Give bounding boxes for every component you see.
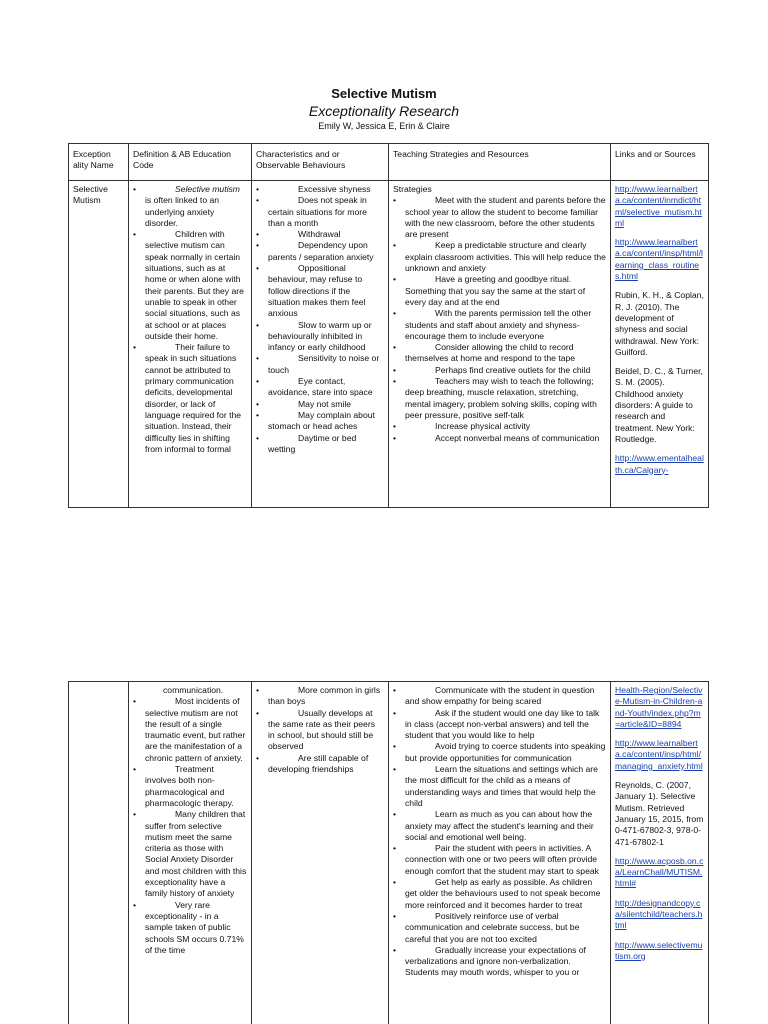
header-teaching: Teaching Strategies and Resources: [389, 144, 611, 181]
list-item: • More common in girls than boys: [256, 685, 384, 708]
list-item: • Slow to warm up or behaviourally inhibited in infancy or early childhood: [256, 320, 384, 354]
list-item: • Children with selective mutism can speak normally in certain situations, such as at home or when alone with their parents. But they are unable to speak in other social situations, such as at school or at places outside their home.: [133, 229, 247, 342]
list-item: • May complain about stomach or head aches: [256, 410, 384, 433]
list-item: • Have a greeting and goodbye ritual. Something that you say the same at the start of every day and at the end: [393, 274, 606, 308]
table-row: [69, 682, 709, 1024]
source-citation: Beidel, D. C., & Turner, S. M. (2005). Childhood anxiety disorders: A guide to research and treatment. New York: Routledge.: [615, 366, 703, 444]
source-citation: Rubin, K. H., & Coplan, R. J. (2010). The development of shyness and social withdrawal. New York: Guilford.: [615, 290, 704, 357]
characteristics-cell: [252, 181, 389, 508]
source-link[interactable]: http://www.selectivemutism.org: [615, 939, 703, 961]
list-item: • Eye contact, avoidance, stare into space: [256, 376, 384, 399]
teaching-cell: [389, 181, 611, 508]
list-item: • Selective mutism is often linked to an underlying anxiety disorder.: [133, 184, 247, 229]
list-item: • Dependency upon parents / separation anxiety: [256, 240, 384, 263]
research-table-1: [68, 143, 709, 508]
source-link[interactable]: http://www.acposb.on.ca/LearnChall/MUTISM.html#: [615, 855, 704, 889]
list-item: • Consider allowing the child to record themselves at home and respond to the tape: [393, 342, 606, 365]
list-item: • Teachers may wish to teach the following; deep breathing, muscle relaxation, stretching, mental imagery, problem solving skills, coping with peer pressure, positive self-talk: [393, 376, 606, 421]
list-item: • Their failure to speak in such situations cannot be attributed to primary communication deficits, developmental disorder, or lack of language required for the situation. Instead, their difficulty lies in shifting from informal to formal: [133, 342, 247, 455]
definition-cell: [129, 682, 252, 1024]
links-cell: [611, 682, 709, 1024]
definition-cell: [129, 181, 252, 508]
list-item: • Sensitivity to noise or touch: [256, 353, 384, 376]
list-item: • Gradually increase your expectations of verbalizations and ignore non-verbalization. Students may mouth words, whisper to you or: [393, 945, 606, 979]
page-authors: Emily W, Jessica E, Erin & Claire: [318, 121, 450, 131]
list-item: • Increase physical activity: [393, 421, 606, 432]
list-item: • Very rare exceptionality - in a sample taken of public schools SM occurs 0.71% of the time: [133, 900, 247, 956]
source-link[interactable]: http://www.learnalberta.ca/content/insp/html/learning_class_routines.html: [615, 237, 703, 282]
list-item: • Keep a predictable structure and clearly explain classroom activities. This will help reduce the unknown and anxiety: [393, 240, 606, 274]
exceptionality-name-cell: Selective Mutism: [69, 181, 129, 508]
links-cell: [611, 181, 709, 508]
list-item: • Accept nonverbal means of communication: [393, 433, 606, 444]
page-subtitle: Exceptionality Research: [308, 103, 460, 119]
page-title: Selective Mutism: [331, 86, 437, 101]
source-link[interactable]: Health-Region/Selective-Mutism-in-Children-and-Youth/index.php?m=article&ID=8894: [615, 685, 703, 729]
list-item: • Oppositional behaviour, may refuse to follow directions if the situation makes them feel anxious: [256, 263, 384, 319]
header-links: Links and or Sources: [611, 144, 709, 181]
list-item: • Does not speak in certain situations for more than a month: [256, 195, 384, 229]
list-item: • Learn the situations and settings which are the most difficult for the child as a means of understanding ways and times that would help the child: [393, 764, 606, 809]
header-characteristics: Characteristics and or Observable Behaviours: [252, 144, 389, 181]
list-item: • With the parents permission tell the other students and staff about anxiety and shyness- encourage them to include everyone: [393, 308, 606, 342]
source-link[interactable]: http://designandcopy.ca/silentchild/teachers.html: [615, 897, 703, 931]
list-item: • Get help as early as possible. As children get older the behaviours used to not speak become more reinforced and it becomes harder to treat: [393, 877, 606, 911]
header-definition: Definition & AB Education Code: [129, 144, 252, 181]
header-exceptionality: Exception ality Name: [69, 144, 129, 181]
list-item: • Pair the student with peers in activities. A connection with one or two peers will often provide enough comfort that the student may start to speak: [393, 843, 606, 877]
source-link[interactable]: http://www.learnalberta.ca/content/inmdict/html/selective_mutism.html: [615, 184, 702, 228]
characteristics-cell: [252, 682, 389, 1024]
research-table-2: [68, 681, 709, 1024]
list-item: • Usually develops at the same rate as their peers in school, but should still be observed: [256, 708, 384, 753]
list-item: communication.: [163, 685, 224, 695]
list-item: • Avoid trying to coerce students into speaking but provide opportunities for communication: [393, 741, 606, 764]
list-item: • Daytime or bed wetting: [256, 433, 384, 456]
list-item: • Excessive shyness: [256, 184, 384, 195]
table-row: [69, 181, 709, 508]
source-link[interactable]: http://www.ementalhealth.ca/Calgary-: [615, 453, 704, 475]
list-item: • Learn as much as you can about how the anxiety may affect the student's learning and their social and emotional well being.: [393, 809, 606, 843]
exceptionality-name-cell: [69, 682, 129, 1024]
table-header-row: [69, 144, 709, 181]
list-item: • May not smile: [256, 399, 384, 410]
list-item: • Positively reinforce use of verbal communication and celebrate success, but be careful that you are not too excited: [393, 911, 606, 945]
list-item: • Treatment involves both non-pharmacological and pharmacologic therapy.: [133, 764, 247, 809]
strategies-label: Strategies: [393, 184, 432, 194]
list-item: • Are still capable of developing friendships: [256, 753, 384, 776]
source-citation: Reynolds, C. (2007, January 1). Selective Mutism. Retrieved January 15, 2015, from 0-471-67802-3, 978-0-471-67802-1: [615, 780, 704, 847]
list-item: • Withdrawal: [256, 229, 384, 240]
source-link[interactable]: http://www.learnalberta.ca/content/insp/html/managing_anxiety.html: [615, 738, 703, 771]
list-item: • Many children that suffer from selective mutism meet the same criteria as those with Social Anxiety Disorder and most children with this exceptionality have a family history of anxiety: [133, 809, 247, 899]
list-item: • Meet with the student and parents before the school year to allow the student to become familiar with the new classroom, before the other students are present: [393, 195, 606, 240]
list-item: • Ask if the student would one day like to talk in class (accept non-verbal answers) and tell the student that you would like to help: [393, 708, 606, 742]
list-item: • Perhaps find creative outlets for the child: [393, 365, 606, 376]
teaching-cell: [389, 682, 611, 1024]
list-item: • Communicate with the student in question and show empathy for being scared: [393, 685, 606, 708]
list-item: • Most incidents of selective mutism are not the result of a single traumatic event, but rather are the manifestation of a chronic pattern of anxiety.: [133, 696, 247, 764]
